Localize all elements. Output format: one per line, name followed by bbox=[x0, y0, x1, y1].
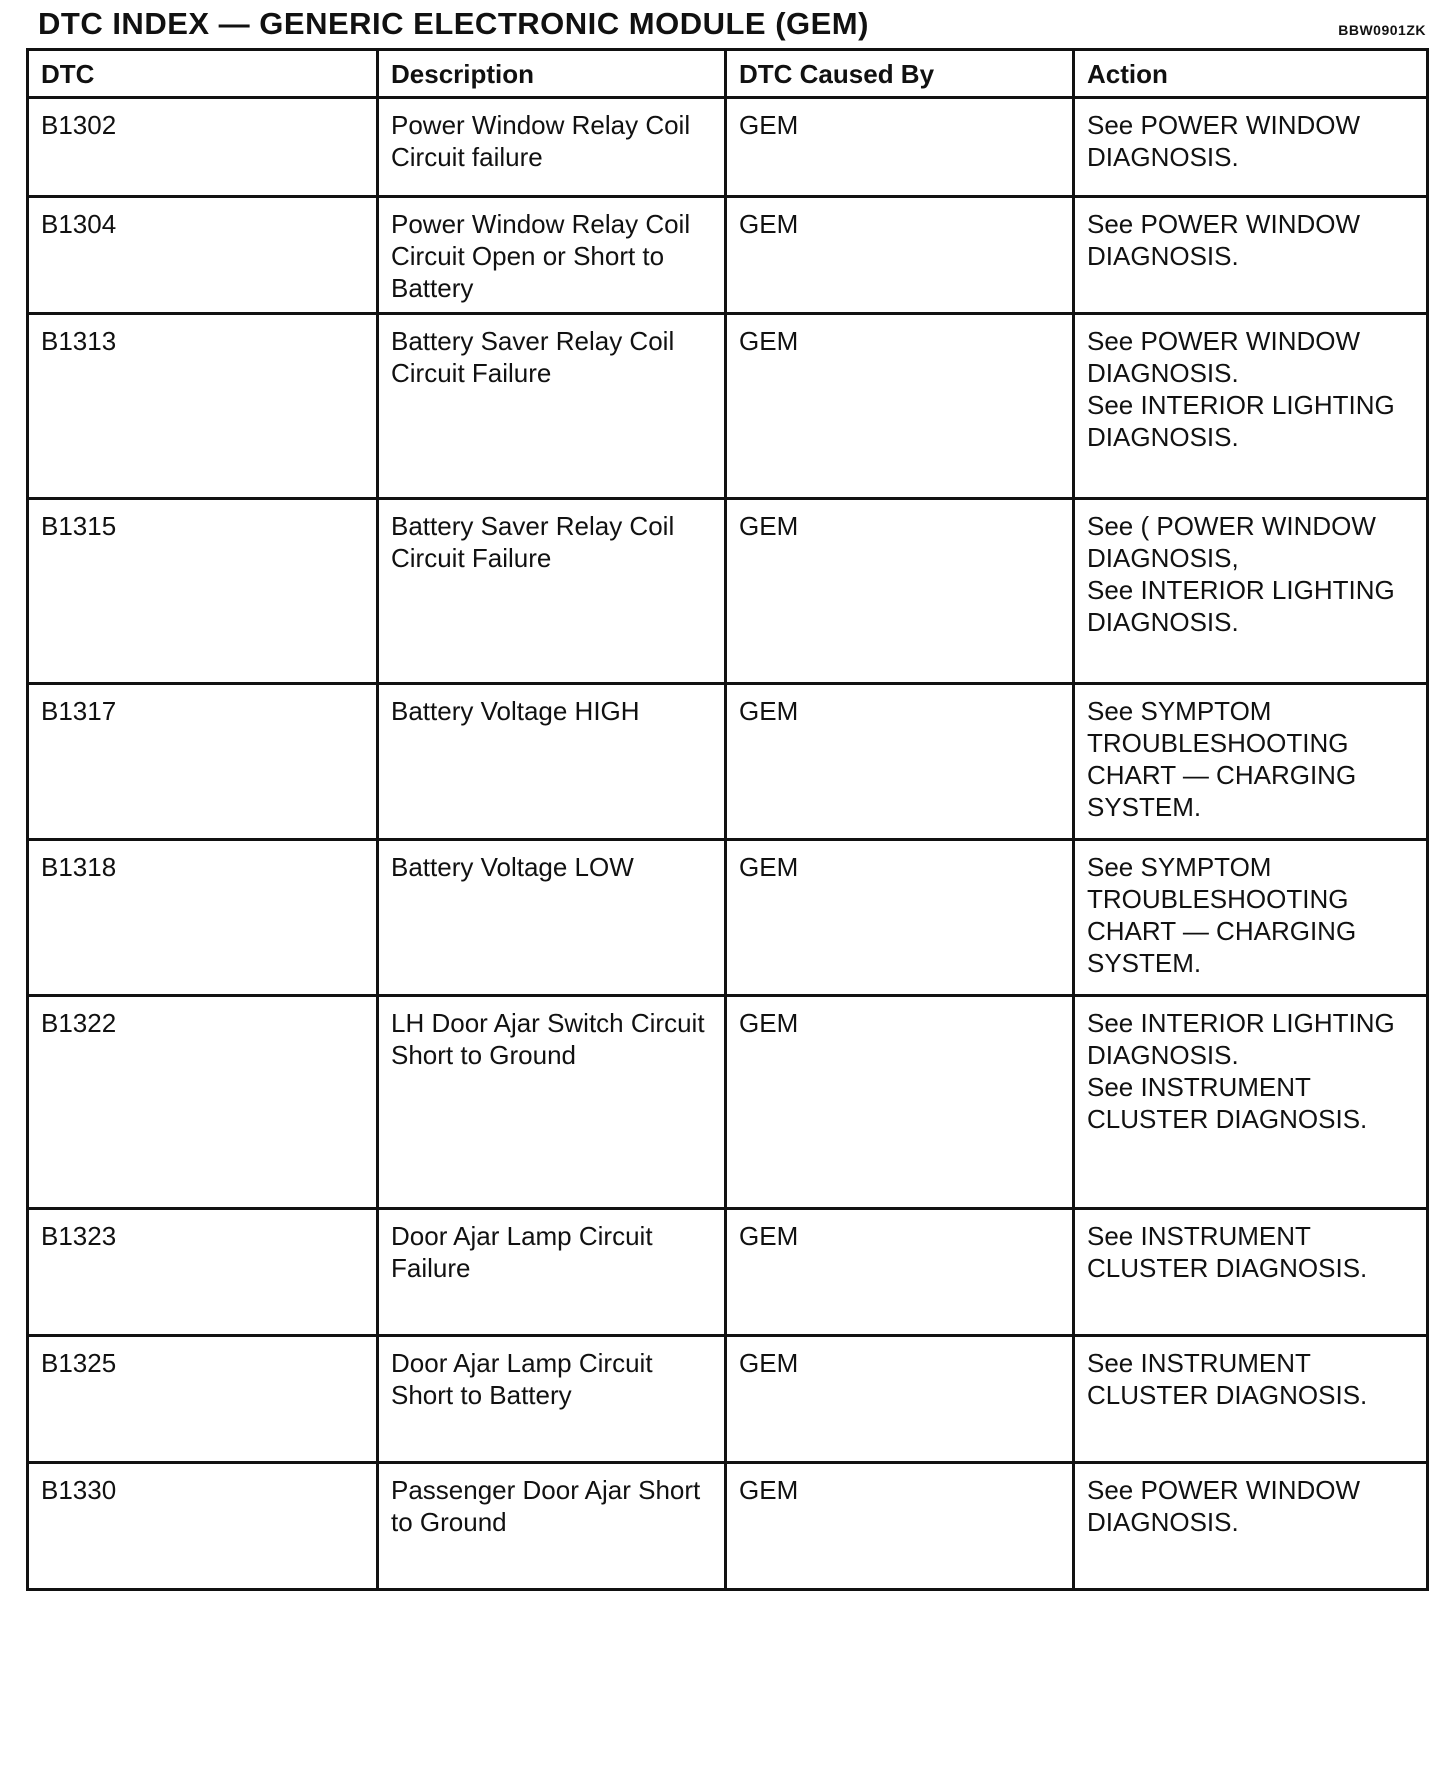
action-cell bbox=[1074, 1463, 1428, 1590]
action-cell bbox=[1074, 840, 1428, 996]
caused-by-cell: GEM bbox=[726, 314, 1074, 499]
dtc-code-cell: B1317 bbox=[28, 684, 378, 840]
action-text: See SYMPTOM TROUBLESHOOTING CHART — CHARGING SYSTEM. bbox=[1087, 852, 1357, 978]
action-text: See POWER WINDOW DIAGNOSIS. bbox=[1087, 1475, 1361, 1537]
table-row bbox=[28, 840, 1428, 996]
table-row bbox=[28, 1209, 1428, 1336]
action-text: See INTERIOR LIGHTING DIAGNOSIS. bbox=[1087, 390, 1395, 452]
action-cell bbox=[1074, 314, 1428, 499]
table-row bbox=[28, 98, 1428, 197]
action-cell bbox=[1074, 1336, 1428, 1463]
action-text: See INSTRUMENT CLUSTER DIAGNOSIS. bbox=[1087, 1348, 1368, 1410]
caused-by-cell: GEM bbox=[726, 684, 1074, 840]
table-row bbox=[28, 996, 1428, 1209]
description-cell: Power Window Relay Coil Circuit failure bbox=[378, 98, 726, 197]
table-row bbox=[28, 499, 1428, 684]
dtc-code-cell: B1313 bbox=[28, 314, 378, 499]
description-cell: Passenger Door Ajar Short to Ground bbox=[378, 1463, 726, 1590]
caused-by-cell: GEM bbox=[726, 1463, 1074, 1590]
action-text: See INTERIOR LIGHTING DIAGNOSIS. bbox=[1087, 1008, 1395, 1070]
table-row bbox=[28, 684, 1428, 840]
action-cell bbox=[1074, 684, 1428, 840]
table-row bbox=[28, 314, 1428, 499]
column-header-action: Action bbox=[1074, 50, 1428, 98]
table-row bbox=[28, 1336, 1428, 1463]
action-text: See INTERIOR LIGHTING DIAGNOSIS. bbox=[1087, 575, 1395, 637]
dtc-code-cell: B1323 bbox=[28, 1209, 378, 1336]
action-text: See SYMPTOM TROUBLESHOOTING CHART — CHARGING SYSTEM. bbox=[1087, 696, 1357, 822]
caused-by-cell: GEM bbox=[726, 197, 1074, 314]
dtc-code-cell: B1315 bbox=[28, 499, 378, 684]
action-cell bbox=[1074, 996, 1428, 1209]
description-cell: Door Ajar Lamp Circuit Failure bbox=[378, 1209, 726, 1336]
action-text: See POWER WINDOW DIAGNOSIS. bbox=[1087, 110, 1361, 172]
column-header-caused-by: DTC Caused By bbox=[726, 50, 1074, 98]
caused-by-cell: GEM bbox=[726, 996, 1074, 1209]
caused-by-cell: GEM bbox=[726, 499, 1074, 684]
column-header-dtc: DTC bbox=[28, 50, 378, 98]
dtc-index-table bbox=[26, 48, 1429, 1591]
action-cell bbox=[1074, 197, 1428, 314]
caused-by-cell: GEM bbox=[726, 98, 1074, 197]
description-cell: Power Window Relay Coil Circuit Open or Short to Battery bbox=[378, 197, 726, 314]
action-cell bbox=[1074, 1209, 1428, 1336]
dtc-code-cell: B1325 bbox=[28, 1336, 378, 1463]
dtc-code-cell: B1322 bbox=[28, 996, 378, 1209]
action-text: See ( POWER WINDOW DIAGNOSIS, bbox=[1087, 511, 1376, 573]
caused-by-cell: GEM bbox=[726, 840, 1074, 996]
action-text: See POWER WINDOW DIAGNOSIS. bbox=[1087, 209, 1361, 271]
column-header-description: Description bbox=[378, 50, 726, 98]
dtc-code-cell: B1304 bbox=[28, 197, 378, 314]
table-header-row bbox=[28, 50, 1428, 98]
page-title: DTC INDEX — GENERIC ELECTRONIC MODULE (GEM) bbox=[38, 6, 869, 41]
description-cell: Battery Voltage LOW bbox=[378, 840, 726, 996]
table-row bbox=[28, 197, 1428, 314]
description-cell: Battery Saver Relay Coil Circuit Failure bbox=[378, 499, 726, 684]
table-row bbox=[28, 1463, 1428, 1590]
description-cell: Battery Saver Relay Coil Circuit Failure bbox=[378, 314, 726, 499]
action-text: See INSTRUMENT CLUSTER DIAGNOSIS. bbox=[1087, 1221, 1368, 1283]
dtc-code-cell: B1318 bbox=[28, 840, 378, 996]
action-text: See POWER WINDOW DIAGNOSIS. bbox=[1087, 326, 1361, 388]
dtc-code-cell: B1330 bbox=[28, 1463, 378, 1590]
figure-code: BBW0901ZK bbox=[1338, 22, 1426, 38]
dtc-code-cell: B1302 bbox=[28, 98, 378, 197]
description-cell: Battery Voltage HIGH bbox=[378, 684, 726, 840]
action-cell bbox=[1074, 499, 1428, 684]
caused-by-cell: GEM bbox=[726, 1336, 1074, 1463]
description-cell: LH Door Ajar Switch Circuit Short to Ground bbox=[378, 996, 726, 1209]
action-text: See INSTRUMENT CLUSTER DIAGNOSIS. bbox=[1087, 1072, 1368, 1134]
caused-by-cell: GEM bbox=[726, 1209, 1074, 1336]
description-cell: Door Ajar Lamp Circuit Short to Battery bbox=[378, 1336, 726, 1463]
action-cell bbox=[1074, 98, 1428, 197]
